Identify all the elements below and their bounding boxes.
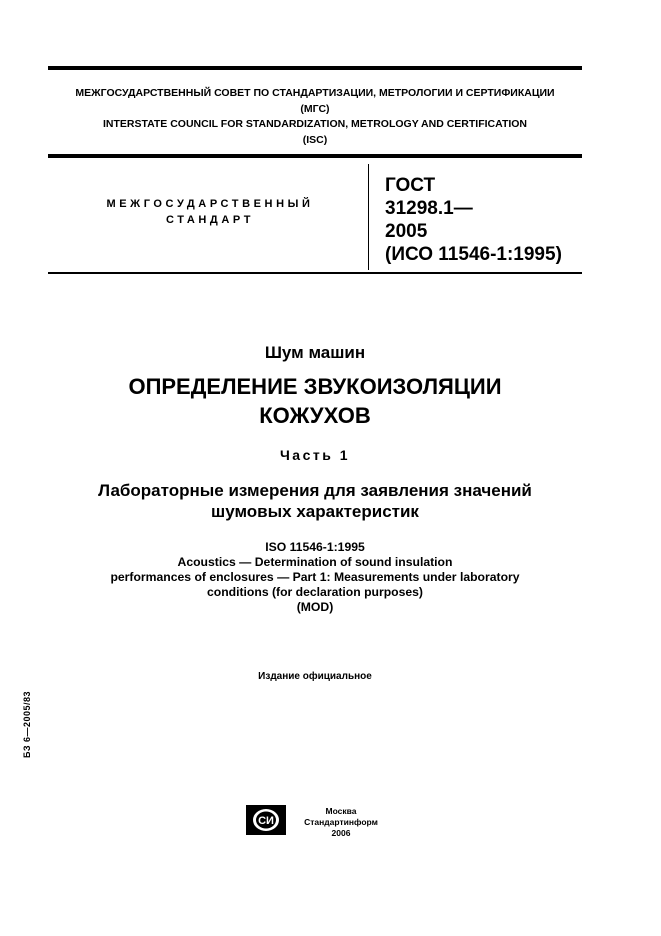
standard-type-line1: МЕЖГОСУДАРСТВЕННЫЙ xyxy=(106,198,314,210)
logo-graphic xyxy=(246,805,286,835)
main-title-line2: КОЖУХОВ xyxy=(259,403,371,428)
iso-modification: (MOD) xyxy=(296,600,334,614)
top-thick-rule xyxy=(48,66,582,70)
gost-year: 2005 xyxy=(385,221,428,242)
iso-reference-block xyxy=(48,540,582,615)
side-catalog-code: БЗ 6—2005/83 xyxy=(22,690,32,758)
publisher-block xyxy=(296,806,386,839)
main-title-line1: ОПРЕДЕЛЕНИЕ ЗВУКОИЗОЛЯЦИИ xyxy=(128,374,502,399)
document-main-title xyxy=(48,372,582,430)
standard-type-line2: СТАНДАРТ xyxy=(165,214,255,226)
gost-prefix: ГОСТ xyxy=(385,175,436,196)
gost-iso-reference: (ИСО 11546-1:1995) xyxy=(385,244,562,265)
iso-title-line3: conditions (for declaration purposes) xyxy=(206,585,423,599)
council-name-en: INTERSTATE COUNCIL FOR STANDARDIZATION, METROLOGY AND CERTIFICATION xyxy=(102,118,528,130)
council-bottom-rule xyxy=(48,154,582,158)
council-header xyxy=(48,86,582,148)
publisher-city: Москва xyxy=(325,806,357,816)
iso-code: ISO 11546-1:1995 xyxy=(265,540,365,554)
part-title-line2: шумовых характеристик xyxy=(211,502,419,521)
part-title xyxy=(48,480,582,522)
gost-designation xyxy=(385,174,562,266)
publisher-name: Стандартинформ xyxy=(304,817,378,827)
part-number: Часть 1 xyxy=(279,447,351,463)
logo-text: СИ xyxy=(258,815,274,827)
gost-number: 31298.1 — xyxy=(385,197,562,220)
part-title-line1: Лабораторные измерения для заявления значений xyxy=(98,481,532,500)
council-abbr-ru: (МГС) xyxy=(300,102,330,115)
standartinform-logo-icon xyxy=(246,805,286,835)
publisher-year: 2006 xyxy=(331,828,351,838)
council-name-ru: МЕЖГОСУДАРСТВЕННЫЙ СОВЕТ ПО СТАНДАРТИЗАЦИИ, МЕТРОЛОГИИ И СЕРТИФИКАЦИИ xyxy=(75,87,555,99)
vertical-divider xyxy=(368,164,369,270)
iso-title-line2: performances of enclosures — Part 1: Measurements under laboratory xyxy=(110,570,520,584)
edition-label: Издание официальное xyxy=(258,671,372,682)
standard-type-label xyxy=(70,196,350,228)
document-subject: Шум машин xyxy=(264,343,366,362)
iso-title-line1: Acoustics — Determination of sound insulation xyxy=(177,555,453,569)
council-abbr-en: (ISC) xyxy=(302,133,328,146)
designation-bottom-rule xyxy=(48,272,582,274)
